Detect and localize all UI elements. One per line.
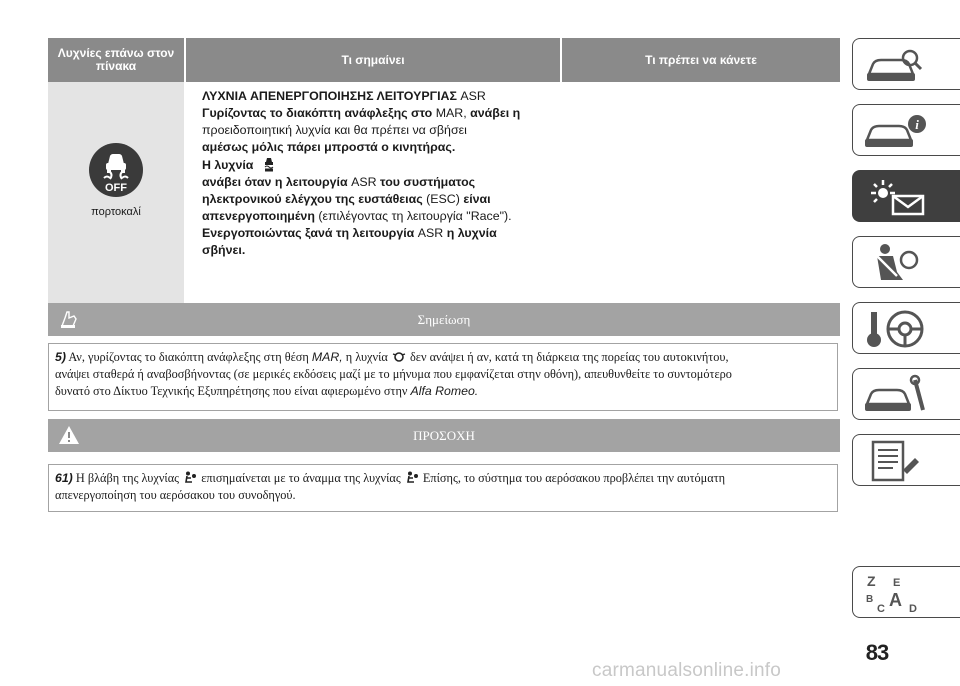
table-row [48,82,840,327]
airbag-seat-glyph-icon [405,471,419,484]
warning-ref: 61) [55,471,73,485]
note-text: Alfa Romeo. [410,384,479,398]
warning-light-message-icon [863,176,929,218]
desc-text: Ενεργοποιώντας ξανά τη λειτουργία [202,226,415,240]
asr-off-warning-light-icon [88,142,144,198]
watermark: carmanualsonline.info [592,660,782,681]
warning-bar [48,419,840,452]
tab-emergency[interactable] [852,368,960,420]
warning-lights-table [48,38,840,257]
lamp-color-label: πορτοκαλί [91,206,141,218]
tab-car-search[interactable] [852,38,960,90]
svg-text:C: C [877,603,885,614]
car-info-icon [863,110,929,152]
warning-text: επισημαίνεται με το άναμμα της λυχνίας [201,471,401,485]
lamp-title-asr: ASR [460,89,486,103]
svg-text:Z: Z [867,573,876,589]
tab-starting-driving[interactable] [852,302,960,354]
alphabetical-index-icon [863,572,929,614]
car-search-icon [863,44,929,86]
desc-text: του συστήματος [380,175,476,189]
meaning-description [202,88,562,259]
desc-text: σβήνει. [202,243,246,257]
car-wrench-icon [863,374,929,416]
desc-text: ηλεκτρονικού ελέγχου της ευστάθειας [202,192,423,206]
warning-text: Επίσης, το σύστημα του αερόσακου προβλέπει την αυτόματη [422,471,726,485]
tab-warning-lights[interactable] [852,170,960,222]
desc-text: ανάβει όταν η λειτουργία [202,175,348,189]
specifications-list-icon [863,440,929,482]
airbag-warning-glyph-icon [392,350,406,363]
desc-text: (ESC) [426,192,460,206]
note-ref: 5) [55,350,66,364]
note-text: ανάψει σταθερά ή αναβοσβήνοντας (σε μερικές εκδόσεις μαζί με το μήνυμα που εμφανίζεται στην οθόνη), απευθυνθείτε το συντομότερο [55,367,732,381]
tab-maintenance[interactable] [852,434,960,486]
desc-text: απενεργοποιημένη [202,209,315,223]
note-text: η λυχνία [345,350,388,364]
note-text: Αν, γυρίζοντας το διακόπτη ανάφλεξης στη θέση [68,350,309,364]
note-bar [48,303,840,336]
note-hand-icon [58,309,80,329]
header-what-to-do: Τι πρέπει να κάνετε [562,38,840,82]
lamp-title: ΛΥΧΝΙΑ ΑΠΕΝΕΡΓΟΠΟΙΗΣΗΣ ΛΕΙΤΟΥΡΓΙΑΣ [202,89,457,103]
warning-title: ΠΡΟΣΟΧΗ [413,427,475,443]
svg-text:D: D [909,603,917,614]
desc-text: η λυχνία [446,226,497,240]
desc-text: Η λυχνία [202,158,254,172]
desc-text: ASR [417,226,444,240]
desc-text: ASR [351,175,377,189]
lamp-off-label: OFF [105,182,127,194]
header-meaning: Τι σημαίνει [186,38,560,82]
svg-text:B: B [866,594,874,605]
desc-text: προειδοποιητική λυχνία και θα πρέπει να σβήσει [202,123,467,137]
note-text: MAR, [311,350,343,364]
asr-off-inline-icon [261,156,277,172]
seatbelt-airbag-icon [863,242,929,284]
svg-text:A: A [889,590,902,610]
desc-text: αμέσως μόλις πάρει μπροστά ο κινητήρας. [202,140,456,154]
lamp-cell [48,82,184,327]
key-steering-wheel-icon [863,308,929,350]
note-box [48,343,838,411]
warning-triangle-icon [58,425,80,445]
svg-text:E: E [893,577,901,589]
header-lamps-on-panel: Λυχνίες επάνω στον πίνακα [48,38,184,82]
warning-text: Η βλάβη της λυχνίας [75,471,180,485]
note-text: δυνατό στο Δίκτυο Τεχνικής Εξυπηρέτησης που είναι αφιερωμένο στην [55,384,408,398]
desc-text: είναι [463,192,491,206]
desc-text: "Race"). [466,209,512,223]
desc-text: (επιλέγοντας τη λειτουργία [318,209,463,223]
page-number: 83 [865,640,889,665]
tab-index[interactable] [852,566,960,618]
airbag-seat-glyph-icon [183,471,197,484]
note-title: Σημείωση [417,311,471,327]
tab-safety[interactable] [852,236,960,288]
svg-text:i: i [915,117,919,132]
warning-box [48,464,838,512]
desc-text: MAR, [435,106,467,120]
desc-text: ανάβει η [470,106,521,120]
desc-text: Γυρίζοντας το διακόπτη ανάφλεξης στο [202,106,433,120]
warning-text: απενεργοποίηση του αερόσακου του συνοδηγού. [55,488,296,502]
tab-car-info[interactable] [852,104,960,156]
note-text: δεν ανάψει ή αν, κατά τη διάρκεια της πορείας του αυτοκινήτου, [409,350,729,364]
table-header [48,38,840,82]
